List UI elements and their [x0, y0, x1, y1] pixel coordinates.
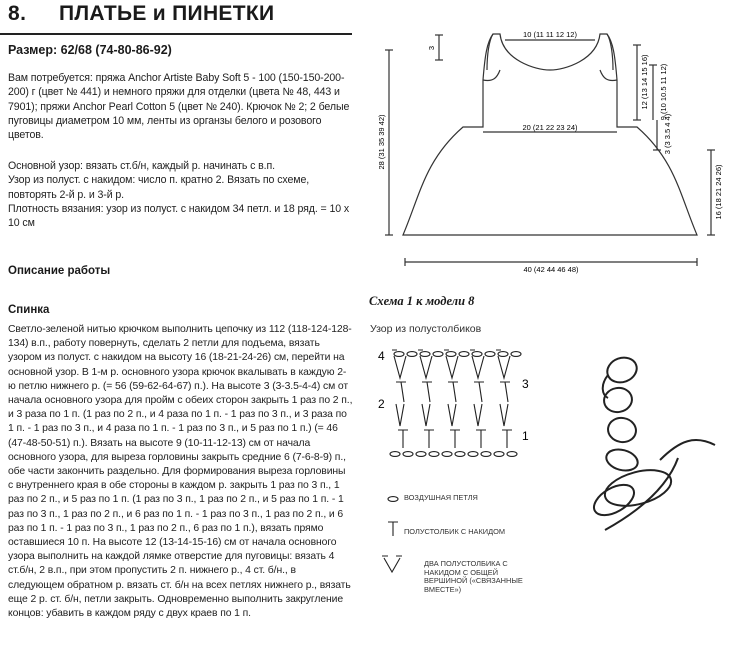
row-label-2: 2 — [378, 397, 385, 411]
legend-treble: ПОЛУСТОЛБИК С НАКИДОМ — [404, 527, 506, 536]
scheme-title: Схема 1 к модели 8 — [369, 294, 475, 308]
row-label-3: 3 — [522, 377, 529, 391]
left-height-label: 28 (31 35 39 42) — [377, 114, 386, 170]
mid-width-label: 20 (21 22 23 24) — [522, 123, 578, 132]
right-label-d: 16 (18 21 24 26) — [714, 164, 723, 220]
size-line: Размер: 62/68 (74-80-86-92) — [8, 43, 172, 57]
row-label-4: 4 — [378, 349, 385, 363]
strap-label: 3 — [427, 45, 436, 51]
treble-symbol — [388, 522, 398, 536]
bottom-width-label: 40 (42 44 46 48) — [523, 265, 579, 274]
hook-illustration — [560, 340, 720, 540]
together-symbol — [382, 556, 402, 572]
materials-text: Вам потребуется: пряжа Anchor Artiste Baby Soft 5 - 100 (150-150-200-200) г (цвет № 441) и немного пряжи для отделки (цвета № 48, 443 и 7901); пряжи Anchor Pearl Cotton 5 (цвет № 240). Крючок № 2; 2 белые пуговицы диаметром 10 мм, ленты из органзы белого и розового цветов. — [8, 72, 350, 142]
back-heading: Спинка — [8, 304, 50, 316]
model-number: 8. — [8, 2, 27, 25]
back-text: Светло-зеленой нитью крючком выполнить цепочку из 112 (118-124-128-134) в.п., работу повернуть, сделать 2 петли для подъема, вязать узором из полуст. с накидом на высоту 16 (18-21-24-26) см, перейти на основной узор. В 1-м р. основного узора крючок вкалывать в каждую 2-ю петлю нижнего р. (= 56 (59-62-64-67) п.). На высоте 3 (3-3.5-4-4) см от начала основного узора для пройм с обеих сторон закрыть 1 раз по 2 п., и 3 раза по 1 п. (1 раз по 2 п., и 4 раза по 1 п. - 1 раз по 3 п., и 3 раза по 1 п. - 1 раз по 3 п., и 4 раза по 1 п. - 1 раз по 3 п., и 5 раз по 1 п.) (= 46 (47-48-50-51) п.). Вязать на высоте 9 (10-11-12-13) см от начала основного узора, для выреза горловины закрыть средние 6 (7-6-8-9) п., обе части закончить раздельно. Для формирования выреза горловины с внутреннего края в обе стороны в каждом р. закрыть 1 раз по 3 п., 1 раз по 2 п., и 5 раз по 1 п. (1 раз по 3 п., 1 раз по 2 п., и 5 раз по 1 п. - 1 раз по 3 п., 1 раз по 2 п., и 6 раз по 1 п. - 1 раз по 3 п., 1 раз по 2 п., и 6 раз по 1 п. - 1 раз по 3 п., 1 раз по 2 п., 6 раз по 1 п.), вязать прямо оставшиеся 10 п. На высоте 12 (13-14-15-16) см от начала основного узора выполнить на каждой лямке отверстие для пуговицы: вязать 4 ст.б/н, 2 в.п., при этом пропустить 2 п. нижнего р., 4 ст. б/н., в следующем обратном р. вязать ст. б/н на всех петлях нижнего р., вязать еще 2 р. ст. б/н, петли закрыть. Одновременно выполнить закругление концов: убавить в каждом ряду с двух краев по 1 п. — [8, 324, 353, 620]
right-label-b: 9 (10 10.5 11 12) — [659, 63, 668, 121]
pattern-treble: Узор из полуст. с накидом: число п. кратно 2. Вязать по схеме, повторять 2-й р. и 3-й р. — [8, 174, 310, 201]
right-label-a: 12 (13 14 15 16) — [640, 54, 649, 110]
patterns-block — [8, 159, 353, 230]
stitch-chart — [372, 340, 532, 465]
pattern-basic: Основной узор: вязать ст.б/н, каждый р. начинать с в.п. — [8, 160, 275, 172]
chain-symbol — [388, 497, 398, 502]
row-4-chains — [394, 352, 521, 357]
title-divider — [0, 33, 352, 35]
legend-together: ДВА ПОЛУСТОЛБИКА С НАКИДОМ С ОБЩЕЙ ВЕРШИНОЙ («СВЯЗАННЫЕ ВМЕСТЕ») — [424, 559, 523, 594]
scheme-subtitle: Узор из полустолбиков — [370, 323, 482, 335]
foundation-chains — [390, 452, 517, 457]
top-width-label: 10 (11 11 12 12) — [523, 30, 577, 39]
work-heading: Описание работы — [8, 265, 111, 277]
right-label-c: 3 (3 3.5 4 4) — [663, 113, 672, 155]
gauge: Плотность вязания: узор из полуст. с накидом 34 петл. и 18 ряд. = 10 х 10 см — [8, 202, 350, 230]
dress-schematic — [375, 10, 725, 285]
legend-chain: ВОЗДУШНАЯ ПЕТЛЯ — [404, 493, 478, 502]
row-label-1: 1 — [522, 429, 529, 443]
page-title: ПЛАТЬЕ и ПИНЕТКИ — [59, 2, 275, 25]
